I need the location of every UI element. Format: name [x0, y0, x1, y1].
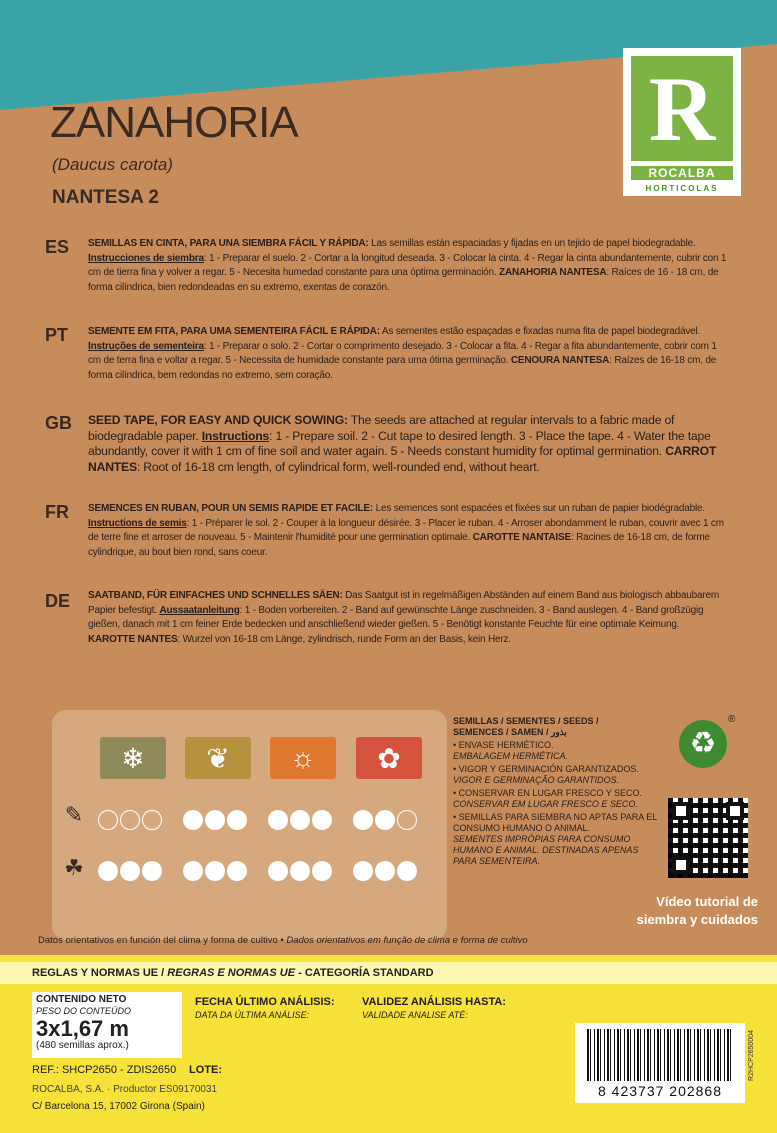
description-part: : 1 - Préparer le sol. 2 - Couper à la longueur désirée. 3 - Placer le ruban. 4 - Arroser abondamment le ruban, couvrir avec 1 cm de terre fine et arroser de nouveau. 5 - Maintenir l'humidité pour une germination optimale. — [88, 517, 724, 543]
lang-code: PT — [45, 325, 69, 345]
video-tutorial-link[interactable]: Vídeo tutorial de siembra y cuidados — [636, 894, 758, 927]
description-instructions-label: Instructions de semis — [88, 517, 187, 529]
description-instructions-label: Aussaatanleitung — [159, 604, 240, 616]
vertical-code: R2HCP2650004 — [748, 1030, 755, 1081]
description-variety-name: CARROT NANTES — [88, 444, 717, 474]
content-label-pt: PESO DO CONTEÚDO — [36, 1006, 132, 1016]
sowing-icon: ✎ — [64, 802, 84, 827]
leaf-icon: ❦ — [206, 742, 230, 774]
rules-text — [32, 967, 434, 979]
description-variety-name: CAROTTE NANTAISE — [472, 532, 571, 543]
lang-code: GB — [45, 413, 72, 433]
description-part: : Raízes de 16-18 cm, de forma cilíndrica, bem redondas no extremo, sem coração. — [88, 355, 717, 381]
barcode-bars — [587, 1029, 733, 1081]
month-dot — [142, 861, 162, 881]
rules-es: REGLAS Y NORMAS UE / — [32, 967, 165, 979]
description-part: : 1 - Boden vorbereiten. 2 - Band auf gewünschte Länge zuschneiden. 3 - Band auslegen. 4 - Band großzügig gießen, danach mit 1 cm feiner Erde bedecken und anschließend wieder gießen. 5 - Benötigt konstante Feuchte für eine optimale Keimung. — [88, 604, 704, 630]
seeds-header: SEMENCES / SAMEN / بذور — [453, 727, 567, 737]
company-address: C/ Barcelona 15, 17002 Girona (Spain) — [32, 1101, 205, 1112]
season-winter-icon — [100, 737, 166, 779]
description-text — [88, 413, 728, 475]
content-seeds: (480 semillas aprox.) — [36, 1040, 129, 1051]
qr-corner — [726, 802, 744, 820]
maple-leaf-icon: ✿ — [377, 742, 401, 774]
barcode-number: 8 423737 202868 — [598, 1083, 722, 1099]
month-dot — [98, 861, 118, 881]
description-part: The seeds are attached at regular intervals to a fabric made of biodegradable paper. — [88, 413, 675, 443]
logo-name: ROCALBA — [631, 166, 733, 180]
description-part: : Racines de 16-18 cm, de forme cylindrique, au bout bien rond, sans coeur. — [88, 532, 710, 558]
description-variety-name: CENOURA NANTESA — [510, 355, 610, 366]
logo-letter: R — [648, 57, 716, 160]
month-dot — [268, 810, 288, 830]
description-instructions-label: Instructions — [201, 428, 270, 443]
month-dot — [183, 861, 203, 881]
description-text — [88, 237, 728, 295]
description-part: : 1 - Preparar el suelo. 2 - Cortar a la longitud deseada. 3 - Colocar la cinta. 4 - Regar la cinta abundantemente, cubrir con 1 cm de tierra fina y volver a regar. 5 - Necesita humedad constante para una óptima germinación. — [88, 252, 727, 278]
product-variety: NANTESA 2 — [52, 187, 159, 208]
seeds-info — [453, 716, 658, 867]
description-part: : 1 - Preparar o solo. 2 - Cortar o comprimento desejado. 3 - Colocar a fita. 4 - Regar a fita abundantemente, cobrir com 1 cm de terra fina e voltar a regar. 5 - Necessita de humidade constante para uma ótima germinação. — [88, 340, 717, 366]
content-label: CONTENIDO NETO — [36, 994, 127, 1005]
registered-mark: ® — [728, 714, 736, 725]
month-dot — [312, 861, 332, 881]
brand-logo — [623, 48, 741, 196]
description-part: : 1 - Prepare soil. 2 - Cut tape to desired length. 3 - Place the tape. 4 - Water the tape abundantly, cover it with 1 cm of fine soil and water again. 5 - Needs constant humidity for optimal germination. — [88, 428, 711, 458]
description-text — [88, 502, 728, 560]
bullet-main: SEMILLAS PARA SIEMBRA NO APTAS PARA EL CONSUMO HUMANO O ANIMAL. — [453, 812, 657, 833]
bullet-main: VIGOR Y GERMINACIÓN GARANTIZADOS. — [458, 764, 639, 774]
month-dot — [268, 861, 288, 881]
seeds-bullet: • VIGOR Y GERMINACIÓN GARANTIZADOS. VIGOR E GERMINAÇÃO GARANTIDOS. — [453, 764, 639, 785]
description-lead: SEED TAPE, FOR EASY AND QUICK SOWING: — [88, 413, 348, 427]
description-lead: SAATBAND, FÜR EINFACHES UND SCHNELLES SÄEN: — [88, 590, 343, 601]
seeds-bullet: • ENVASE HERMÉTICO. EMBALAGEM HERMÉTICA. — [453, 740, 569, 761]
seeds-bullet: • SEMILLAS PARA SIEMBRA NO APTAS PARA EL CONSUMO HUMANO O ANIMAL. SEMENTES IMPRÓPIAS PARA CONSUMO HUMANO E ANIMAL. DESTINADAS APENAS PARA SEMENTEIRA. — [453, 812, 657, 866]
description-part: Les semences sont espacées et fixées sur un ruban de papier biodégradable. — [373, 503, 705, 514]
month-dot — [375, 861, 395, 881]
bullet-main: ENVASE HERMÉTICO. — [458, 740, 554, 750]
description-variety-name: ZANAHORIA NANTESA — [499, 267, 607, 278]
product-title: ZANAHORIA — [50, 98, 298, 147]
description-part: Las semillas están espaciadas y fijadas en un tejido de papel biodegradable. — [368, 238, 696, 249]
analysis-label-pt: DATA DA ÚLTIMA ANÁLISE: — [195, 1010, 310, 1020]
description-lead: SEMENCES EN RUBAN, POUR UN SEMIS RAPIDE ET FACILE: — [88, 503, 374, 514]
footnote-es: Datos orientativos en función del clima y forma de cultivo • — [38, 935, 284, 946]
lot-label: LOTE: — [189, 1064, 222, 1076]
validity-label-pt: VALIDADE ANALISE ATÉ: — [362, 1010, 468, 1020]
description-variety-name: KAROTTE NANTES — [88, 633, 178, 645]
sun-icon: ☼ — [290, 742, 316, 773]
description-text — [88, 589, 728, 647]
lang-code: DE — [45, 591, 71, 611]
season-summer-icon — [270, 737, 336, 779]
rules-pt: REGRAS E NORMAS UE — [167, 967, 296, 979]
seeds-header: SEMILLAS / SEMENTES / SEEDS / — [453, 716, 599, 726]
bullet-alt: EMBALAGEM HERMÉTICA. — [453, 751, 569, 761]
bullet-alt: SEMENTES IMPRÓPIAS PARA CONSUMO HUMANO E ANIMAL. DESTINADAS APENAS PARA SEMENTEIRA. — [453, 834, 639, 866]
barcode — [575, 1023, 745, 1103]
season-spring-icon — [185, 737, 251, 779]
lang-code: ES — [45, 237, 70, 257]
bullet-alt: VIGOR E GERMINAÇÃO GARANTIDOS. — [453, 775, 620, 785]
description-part: : Raíces de 16 - 18 cm, de forma cilíndrica, bien redondeadas en su extremo, exentas de corazón. — [88, 267, 719, 293]
month-dot — [142, 810, 162, 830]
qr-code[interactable] — [668, 798, 748, 878]
product-latin-name: (Daucus carota) — [52, 155, 173, 174]
harvest-icon: ☘ — [64, 855, 84, 880]
description-text — [88, 325, 728, 383]
month-dot — [227, 861, 247, 881]
month-dot — [353, 810, 373, 830]
description-instructions-label: Instrucciones de siembra — [88, 252, 204, 264]
logo-mark — [631, 56, 733, 161]
month-dot — [397, 810, 417, 830]
month-dot — [98, 810, 118, 830]
bullet-main: CONSERVAR EN LUGAR FRESCO Y SECO. — [458, 788, 643, 798]
month-dot — [227, 810, 247, 830]
season-autumn-icon — [356, 737, 422, 779]
month-dot — [290, 810, 310, 830]
month-dot — [375, 810, 395, 830]
month-dot — [205, 810, 225, 830]
content-value: 3x1,67 m — [36, 1016, 129, 1041]
description-part: Das Saatgut ist in regelmäßigen Abständen auf einem Band aus biologisch abbaubarem Papier befestigt. — [88, 590, 719, 616]
month-dot — [290, 861, 310, 881]
description-part: As sementes estão espaçadas e fixadas numa fita de papel biodegradável. — [379, 326, 701, 337]
description-lead: SEMILLAS EN CINTA, PARA UNA SIEMBRA FÁCIL Y RÁPIDA: — [88, 238, 369, 249]
month-dot — [312, 810, 332, 830]
snowflake-icon: ❄ — [121, 742, 145, 774]
description-part: : Wurzel von 16-18 cm Länge, zylindrisch, runde Form an der Basis, kein Herz. — [177, 633, 511, 645]
month-dot — [397, 861, 417, 881]
analysis-label: FECHA ÚLTIMO ANÁLISIS: — [195, 996, 335, 1008]
month-dot — [120, 810, 140, 830]
qr-corner — [672, 856, 690, 874]
reference: REF.: SHCP2650 - ZDIS2650 — [32, 1064, 177, 1076]
month-dot — [353, 861, 373, 881]
month-dot — [183, 810, 203, 830]
green-dot-recycle-icon: ♻ — [679, 720, 727, 768]
seeds-bullet: • CONSERVAR EN LUGAR FRESCO Y SECO. CONSERVAR EM LUGAR FRESCO E SECO. — [453, 788, 643, 809]
lang-code: FR — [45, 502, 69, 522]
month-dot — [120, 861, 140, 881]
description-instructions-label: Instruções de sementeira — [88, 340, 204, 352]
bullet-alt: CONSERVAR EM LUGAR FRESCO E SECO. — [453, 799, 638, 809]
company-info: ROCALBA, S.A. · Productor ES09170031 — [32, 1084, 218, 1095]
footnote-pt: Dados orientativos em função de clima e forma de cultivo — [286, 935, 528, 946]
validity-label: VALIDEZ ANÁLISIS HASTA: — [362, 996, 507, 1008]
footnote — [38, 935, 528, 946]
rules-category: - CATEGORÍA STANDARD — [298, 967, 434, 979]
description-part: : Root of 16-18 cm length, of cylindrical form, well-rounded end, without heart. — [136, 459, 540, 474]
description-lead: SEMENTE EM FITA, PARA UMA SEMENTEIRA FÁCIL E RÁPIDA: — [88, 326, 380, 337]
month-dot — [205, 861, 225, 881]
logo-subtitle: HORTICOLAS — [645, 184, 719, 193]
qr-corner — [672, 802, 690, 820]
